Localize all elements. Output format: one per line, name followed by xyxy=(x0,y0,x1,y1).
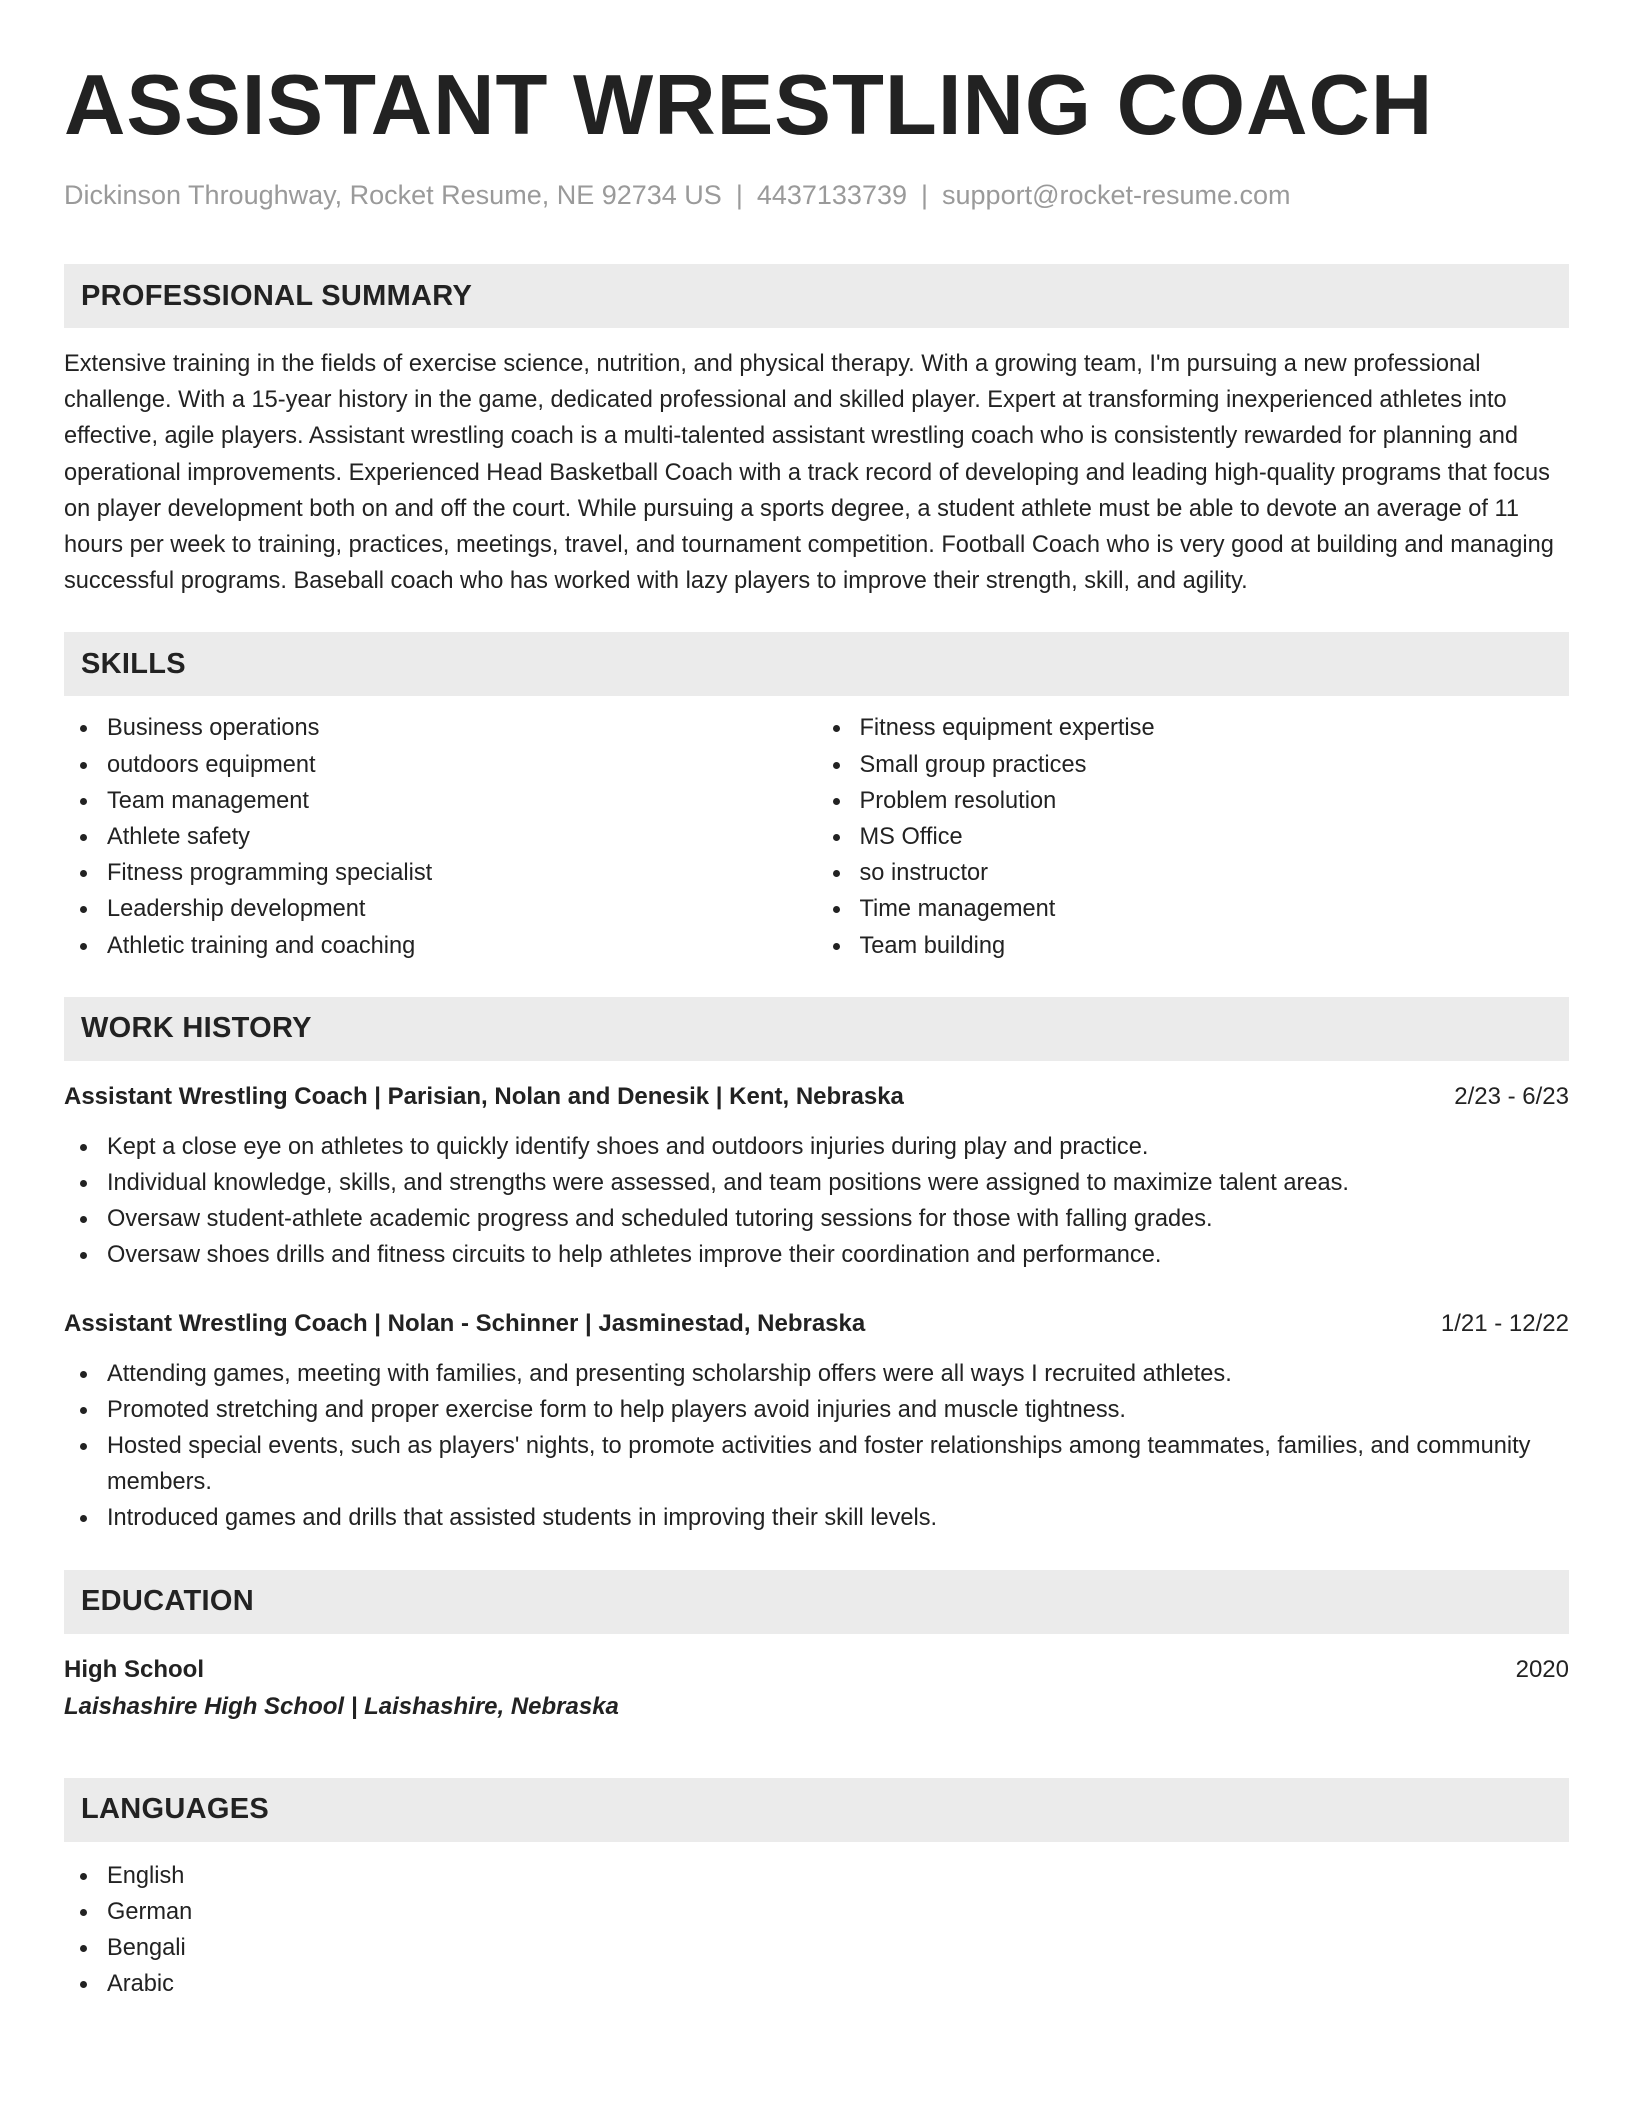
skills-columns xyxy=(64,710,1569,963)
job-header xyxy=(64,1306,1569,1342)
job-bullet: Introduced games and drills that assisted students in improving their skill levels. xyxy=(64,1500,1569,1536)
skill-item: Fitness programming specialist xyxy=(64,855,817,891)
contact-phone: 4437133739 xyxy=(756,180,907,210)
job-bullet: Hosted special events, such as players' nights, to promote activities and foster relationships among teammates, families, and community members. xyxy=(64,1428,1569,1500)
language-item: German xyxy=(64,1894,1569,1930)
job-bullets xyxy=(64,1129,1569,1274)
job-bullet: Oversaw shoes drills and fitness circuits to help athletes improve their coordination and performance. xyxy=(64,1237,1569,1273)
summary-text: Extensive training in the fields of exercise science, nutrition, and physical therapy. With a growing team, I'm pursuing a new professional challenge. With a 15-year history in the game, dedicated professional and skilled player. Expert at transforming inexperienced athletes into effective, agile players. Assistant wrestling coach is a multi-talented assistant wrestling coach who is consistently rewarded for planning and operational improvements. Experienced Head Basketball Coach with a track record of developing and leading high-quality programs that focus on player development both on and off the court. While pursuing a sports degree, a student athlete must be able to devote an average of 11 hours per week to training, practices, meetings, travel, and tournament competition. Football Coach who is very good at building and managing successful programs. Baseball coach who has worked with lazy players to improve their strength, skill, and agility. xyxy=(64,351,1554,595)
skills-left-column xyxy=(64,710,817,963)
skill-item: Business operations xyxy=(64,710,817,746)
skill-item: outdoors equipment xyxy=(64,747,817,783)
education-entry xyxy=(64,1652,1569,1726)
skill-item: Athlete safety xyxy=(64,819,817,855)
language-item: Arabic xyxy=(64,1966,1569,2002)
contact-line xyxy=(64,178,1569,212)
skill-item: Athletic training and coaching xyxy=(64,928,817,964)
skill-item: Time management xyxy=(817,891,1570,927)
education-school: Laishashire High School | Laishashire, Nebraska xyxy=(64,1692,619,1720)
languages-list xyxy=(64,1858,1569,2003)
section-heading-skills: SKILLS xyxy=(64,632,1569,696)
language-item: English xyxy=(64,1858,1569,1894)
job-bullet: Attending games, meeting with families, and presenting scholarship offers were all ways I recruited athletes. xyxy=(64,1356,1569,1392)
education-header xyxy=(64,1652,1569,1688)
job-bullet: Individual knowledge, skills, and strengths were assessed, and team positions were assigned to maximize talent areas. xyxy=(64,1165,1569,1201)
job-bullet: Promoted stretching and proper exercise form to help players avoid injuries and muscle tightness. xyxy=(64,1392,1569,1428)
section-heading-work-history: WORK HISTORY xyxy=(64,997,1569,1061)
job-header xyxy=(64,1079,1569,1115)
contact-email: support@rocket-resume.com xyxy=(942,180,1291,210)
skill-item: Small group practices xyxy=(817,747,1570,783)
skill-item: so instructor xyxy=(817,855,1570,891)
skills-right-column xyxy=(817,710,1570,963)
language-item: Bengali xyxy=(64,1930,1569,1966)
section-heading-summary: PROFESSIONAL SUMMARY xyxy=(64,264,1569,328)
job-bullet: Kept a close eye on athletes to quickly identify shoes and outdoors injuries during play and practice. xyxy=(64,1129,1569,1165)
job-bullets xyxy=(64,1356,1569,1537)
skill-item: MS Office xyxy=(817,819,1570,855)
education-degree: High School xyxy=(64,1655,204,1683)
skill-item: Fitness equipment expertise xyxy=(817,710,1570,746)
job-entry xyxy=(64,1079,1569,1274)
section-heading-languages: LANGUAGES xyxy=(64,1778,1569,1842)
contact-separator: | xyxy=(735,180,743,210)
job-bullet: Oversaw student-athlete academic progress and scheduled tutoring sessions for those with falling grades. xyxy=(64,1201,1569,1237)
job-dates: 1/21 - 12/22 xyxy=(1440,1309,1569,1337)
skill-item: Team building xyxy=(817,928,1570,964)
skill-item: Problem resolution xyxy=(817,783,1570,819)
contact-address: Dickinson Throughway, Rocket Resume, NE 92734 US xyxy=(64,180,722,210)
job-title: Assistant Wrestling Coach | Nolan - Schinner | Jasminestad, Nebraska xyxy=(64,1309,866,1337)
education-year: 2020 xyxy=(1515,1655,1569,1683)
job-entry xyxy=(64,1306,1569,1537)
job-title: Assistant Wrestling Coach | Parisian, Nolan and Denesik | Kent, Nebraska xyxy=(64,1082,904,1110)
skill-item: Leadership development xyxy=(64,891,817,927)
job-dates: 2/23 - 6/23 xyxy=(1454,1082,1569,1110)
section-heading-education: EDUCATION xyxy=(64,1570,1569,1634)
contact-separator: | xyxy=(921,180,929,210)
skill-item: Team management xyxy=(64,783,817,819)
resume-name: ASSISTANT WRESTLING COACH xyxy=(64,58,1434,153)
